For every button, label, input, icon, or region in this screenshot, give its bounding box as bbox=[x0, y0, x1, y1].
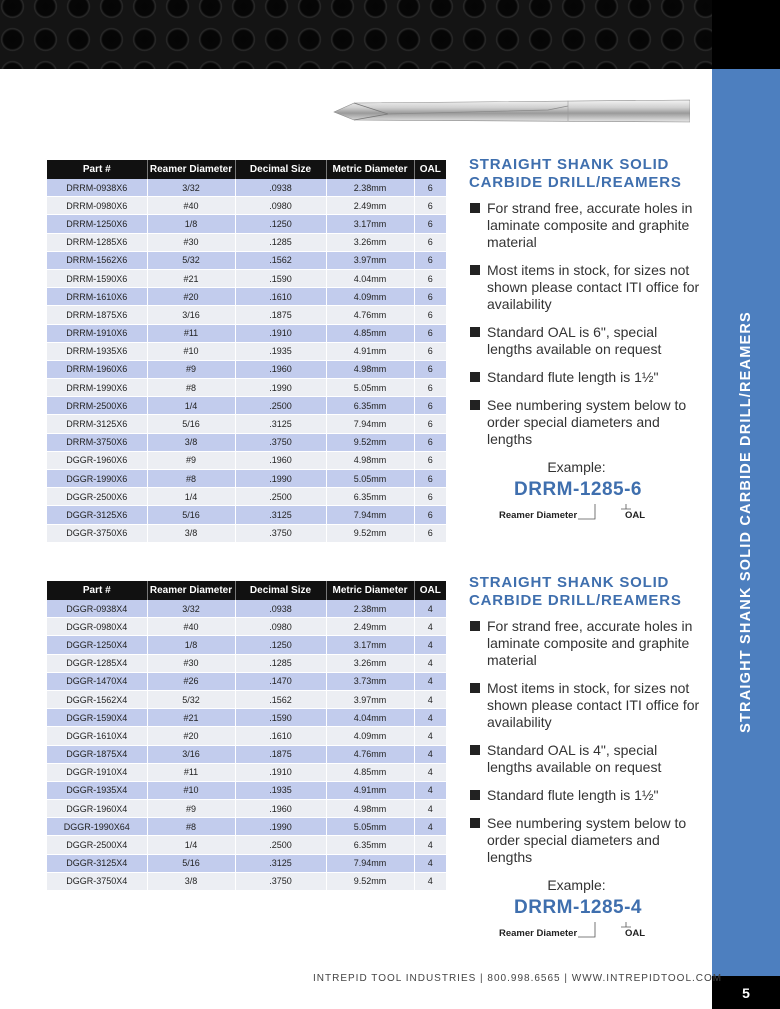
cell-reamer-diameter: 1/8 bbox=[147, 636, 235, 654]
cell-oal: 6 bbox=[414, 342, 446, 360]
header-part: Part # bbox=[47, 581, 147, 600]
cell-part-number: DGGR-1470X4 bbox=[47, 672, 147, 690]
cell-oal: 6 bbox=[414, 433, 446, 451]
cell-metric-diameter: 4.09mm bbox=[326, 288, 414, 306]
cell-decimal-size: .1562 bbox=[235, 251, 326, 269]
cell-reamer-diameter: #8 bbox=[147, 818, 235, 836]
cell-part-number: DGGR-1875X4 bbox=[47, 745, 147, 763]
cell-decimal-size: .1610 bbox=[235, 727, 326, 745]
spec-table-4-inch bbox=[47, 581, 446, 891]
cell-reamer-diameter: #9 bbox=[147, 451, 235, 469]
table-row bbox=[47, 872, 446, 890]
cell-decimal-size: .2500 bbox=[235, 836, 326, 854]
drill-reamer-image bbox=[328, 92, 690, 132]
cell-oal: 4 bbox=[414, 672, 446, 690]
bullet-text: Standard OAL is 4", special lengths available on request bbox=[487, 742, 662, 775]
cell-part-number: DRRM-0980X6 bbox=[47, 197, 147, 215]
cell-decimal-size: .1875 bbox=[235, 745, 326, 763]
header-perforated-metal-banner bbox=[0, 0, 712, 69]
cell-metric-diameter: 4.04mm bbox=[326, 709, 414, 727]
bullet-square-icon bbox=[470, 203, 480, 213]
cell-decimal-size: .0980 bbox=[235, 618, 326, 636]
cell-decimal-size: .1250 bbox=[235, 636, 326, 654]
cell-part-number: DGGR-0980X4 bbox=[47, 618, 147, 636]
header-corner-block bbox=[712, 0, 780, 69]
bullet-item bbox=[469, 369, 704, 386]
cell-oal: 4 bbox=[414, 654, 446, 672]
cell-part-number: DRRM-1875X6 bbox=[47, 306, 147, 324]
cell-oal: 4 bbox=[414, 709, 446, 727]
cell-oal: 6 bbox=[414, 524, 446, 542]
cell-metric-diameter: 5.05mm bbox=[326, 818, 414, 836]
cell-reamer-diameter: 3/32 bbox=[147, 600, 235, 618]
table-row bbox=[47, 306, 446, 324]
cell-oal: 4 bbox=[414, 745, 446, 763]
cell-decimal-size: .1285 bbox=[235, 233, 326, 251]
cell-metric-diameter: 4.98mm bbox=[326, 360, 414, 378]
cell-part-number: DRRM-1990X6 bbox=[47, 379, 147, 397]
cell-metric-diameter: 3.97mm bbox=[326, 690, 414, 708]
cell-part-number: DGGR-1990X64 bbox=[47, 818, 147, 836]
bullet-text: Standard OAL is 6", special lengths available on request bbox=[487, 324, 662, 357]
header-reamer-diameter: Reamer Diameter bbox=[147, 160, 235, 179]
cell-reamer-diameter: 1/4 bbox=[147, 836, 235, 854]
bullet-text: For strand free, accurate holes in laminate composite and graphite material bbox=[487, 200, 693, 250]
cell-metric-diameter: 3.17mm bbox=[326, 215, 414, 233]
cell-metric-diameter: 4.76mm bbox=[326, 306, 414, 324]
cell-decimal-size: .3125 bbox=[235, 854, 326, 872]
table-row bbox=[47, 179, 446, 197]
spec-table-6-inch bbox=[47, 160, 446, 543]
table-row bbox=[47, 251, 446, 269]
cell-reamer-diameter: 5/16 bbox=[147, 415, 235, 433]
cell-oal: 4 bbox=[414, 600, 446, 618]
cell-decimal-size: .0938 bbox=[235, 600, 326, 618]
cell-metric-diameter: 4.85mm bbox=[326, 763, 414, 781]
cell-oal: 4 bbox=[414, 727, 446, 745]
table-row bbox=[47, 269, 446, 287]
cell-part-number: DRRM-0938X6 bbox=[47, 179, 147, 197]
cell-reamer-diameter: #10 bbox=[147, 342, 235, 360]
cell-decimal-size: .1960 bbox=[235, 360, 326, 378]
cell-decimal-size: .1285 bbox=[235, 654, 326, 672]
cell-metric-diameter: 6.35mm bbox=[326, 397, 414, 415]
cell-oal: 4 bbox=[414, 872, 446, 890]
cell-metric-diameter: 9.52mm bbox=[326, 872, 414, 890]
cell-part-number: DRRM-3750X6 bbox=[47, 433, 147, 451]
cell-part-number: DGGR-1935X4 bbox=[47, 781, 147, 799]
cell-metric-diameter: 2.49mm bbox=[326, 197, 414, 215]
table-row bbox=[47, 727, 446, 745]
cell-reamer-diameter: 5/32 bbox=[147, 251, 235, 269]
cell-decimal-size: .1990 bbox=[235, 379, 326, 397]
cell-metric-diameter: 5.05mm bbox=[326, 470, 414, 488]
table-row bbox=[47, 763, 446, 781]
cell-oal: 6 bbox=[414, 288, 446, 306]
table-row bbox=[47, 854, 446, 872]
table-row bbox=[47, 524, 446, 542]
cell-metric-diameter: 3.97mm bbox=[326, 251, 414, 269]
cell-reamer-diameter: 5/16 bbox=[147, 506, 235, 524]
cell-decimal-size: .1960 bbox=[235, 451, 326, 469]
cell-decimal-size: .1590 bbox=[235, 709, 326, 727]
table-header-row bbox=[47, 160, 446, 179]
bullet-text: For strand free, accurate holes in laminate composite and graphite material bbox=[487, 618, 693, 668]
cell-decimal-size: .1590 bbox=[235, 269, 326, 287]
cell-oal: 6 bbox=[414, 451, 446, 469]
example-label: Example: bbox=[547, 459, 606, 475]
table-row bbox=[47, 672, 446, 690]
cell-part-number: DGGR-1990X6 bbox=[47, 470, 147, 488]
cell-metric-diameter: 3.73mm bbox=[326, 672, 414, 690]
cell-reamer-diameter: #9 bbox=[147, 800, 235, 818]
bullet-square-icon bbox=[470, 683, 480, 693]
cell-metric-diameter: 7.94mm bbox=[326, 506, 414, 524]
cell-reamer-diameter: 5/16 bbox=[147, 854, 235, 872]
bullet-item bbox=[469, 397, 704, 448]
header-decimal-size: Decimal Size bbox=[235, 160, 326, 179]
cell-part-number: DRRM-1935X6 bbox=[47, 342, 147, 360]
example-code: DRRM-1285-6 bbox=[514, 479, 642, 500]
cell-oal: 4 bbox=[414, 763, 446, 781]
cell-part-number: DGGR-1960X6 bbox=[47, 451, 147, 469]
table-row bbox=[47, 470, 446, 488]
cell-metric-diameter: 4.09mm bbox=[326, 727, 414, 745]
cell-reamer-diameter: #21 bbox=[147, 709, 235, 727]
page-number: 5 bbox=[712, 976, 780, 1009]
bullet-item bbox=[469, 787, 704, 804]
cell-decimal-size: .1610 bbox=[235, 288, 326, 306]
cell-metric-diameter: 7.94mm bbox=[326, 854, 414, 872]
cell-decimal-size: .3125 bbox=[235, 506, 326, 524]
bullet-item bbox=[469, 618, 704, 669]
header-decimal-size: Decimal Size bbox=[235, 581, 326, 600]
cell-part-number: DGGR-0938X4 bbox=[47, 600, 147, 618]
cell-oal: 4 bbox=[414, 836, 446, 854]
cell-reamer-diameter: 5/32 bbox=[147, 690, 235, 708]
cell-part-number: DGGR-2500X6 bbox=[47, 488, 147, 506]
table-row bbox=[47, 379, 446, 397]
header-metric-diameter: Metric Diameter bbox=[326, 581, 414, 600]
cell-part-number: DGGR-3125X6 bbox=[47, 506, 147, 524]
panel-title bbox=[469, 574, 704, 610]
part-number-example bbox=[469, 479, 704, 527]
cell-reamer-diameter: 3/8 bbox=[147, 433, 235, 451]
cell-decimal-size: .1935 bbox=[235, 342, 326, 360]
cell-reamer-diameter: #26 bbox=[147, 672, 235, 690]
bullet-text: Standard flute length is 1½" bbox=[487, 369, 659, 385]
cell-reamer-diameter: 1/4 bbox=[147, 488, 235, 506]
cell-part-number: DGGR-1562X4 bbox=[47, 690, 147, 708]
table-row bbox=[47, 233, 446, 251]
cell-oal: 6 bbox=[414, 179, 446, 197]
bullet-text: See numbering system below to order special diameters and lengths bbox=[487, 815, 687, 865]
cell-part-number: DGGR-3750X6 bbox=[47, 524, 147, 542]
cell-reamer-diameter: 3/16 bbox=[147, 745, 235, 763]
cell-part-number: DGGR-1285X4 bbox=[47, 654, 147, 672]
cell-decimal-size: .3750 bbox=[235, 433, 326, 451]
cell-part-number: DRRM-1910X6 bbox=[47, 324, 147, 342]
panel-title-line2: CARBIDE DRILL/REAMERS bbox=[469, 174, 682, 191]
info-panel-4-inch bbox=[469, 574, 704, 945]
example-code: DRRM-1285-4 bbox=[514, 897, 642, 918]
cell-decimal-size: .0980 bbox=[235, 197, 326, 215]
table-row bbox=[47, 506, 446, 524]
table-row bbox=[47, 818, 446, 836]
table-row bbox=[47, 342, 446, 360]
cell-oal: 4 bbox=[414, 636, 446, 654]
cell-reamer-diameter: #9 bbox=[147, 360, 235, 378]
bullet-square-icon bbox=[470, 265, 480, 275]
table-row bbox=[47, 800, 446, 818]
cell-oal: 6 bbox=[414, 379, 446, 397]
cell-metric-diameter: 3.26mm bbox=[326, 654, 414, 672]
table-row bbox=[47, 488, 446, 506]
cell-decimal-size: .1990 bbox=[235, 470, 326, 488]
table-row bbox=[47, 709, 446, 727]
table-row bbox=[47, 215, 446, 233]
table-row bbox=[47, 433, 446, 451]
header-oal: OAL bbox=[414, 581, 446, 600]
cell-oal: 6 bbox=[414, 324, 446, 342]
table1-body bbox=[47, 179, 446, 542]
table-row bbox=[47, 197, 446, 215]
cell-decimal-size: .1875 bbox=[235, 306, 326, 324]
sidebar-section-title: STRAIGHT SHANK SOLID CARBIDE DRILL/REAMERS bbox=[738, 311, 754, 733]
cell-reamer-diameter: 3/8 bbox=[147, 524, 235, 542]
bullet-text: Most items in stock, for sizes not shown please contact ITI office for availability bbox=[487, 680, 700, 730]
bullet-item bbox=[469, 200, 704, 251]
table-row bbox=[47, 600, 446, 618]
cell-oal: 6 bbox=[414, 488, 446, 506]
cell-part-number: DGGR-3750X4 bbox=[47, 872, 147, 890]
footer-company-info: INTREPID TOOL INDUSTRIES | 800.998.6565 | WWW.INTREPIDTOOL.COM bbox=[313, 973, 723, 984]
cell-oal: 4 bbox=[414, 800, 446, 818]
cell-metric-diameter: 4.04mm bbox=[326, 269, 414, 287]
oal-label: OAL bbox=[625, 510, 646, 521]
table-row bbox=[47, 415, 446, 433]
table-row bbox=[47, 654, 446, 672]
cell-part-number: DRRM-1590X6 bbox=[47, 269, 147, 287]
cell-oal: 4 bbox=[414, 854, 446, 872]
bullet-item bbox=[469, 262, 704, 313]
bullet-item bbox=[469, 324, 704, 358]
cell-oal: 6 bbox=[414, 470, 446, 488]
cell-reamer-diameter: #20 bbox=[147, 727, 235, 745]
cell-oal: 4 bbox=[414, 690, 446, 708]
header-metric-diameter: Metric Diameter bbox=[326, 160, 414, 179]
cell-decimal-size: .2500 bbox=[235, 488, 326, 506]
cell-part-number: DGGR-1910X4 bbox=[47, 763, 147, 781]
cell-metric-diameter: 2.49mm bbox=[326, 618, 414, 636]
cell-part-number: DGGR-1610X4 bbox=[47, 727, 147, 745]
cell-decimal-size: .1250 bbox=[235, 215, 326, 233]
cell-part-number: DRRM-1960X6 bbox=[47, 360, 147, 378]
cell-metric-diameter: 9.52mm bbox=[326, 524, 414, 542]
cell-reamer-diameter: 3/32 bbox=[147, 179, 235, 197]
cell-metric-diameter: 2.38mm bbox=[326, 179, 414, 197]
cell-oal: 6 bbox=[414, 215, 446, 233]
cell-metric-diameter: 7.94mm bbox=[326, 415, 414, 433]
cell-reamer-diameter: #21 bbox=[147, 269, 235, 287]
cell-part-number: DRRM-1610X6 bbox=[47, 288, 147, 306]
cell-reamer-diameter: #11 bbox=[147, 763, 235, 781]
cell-oal: 6 bbox=[414, 306, 446, 324]
panel-title-line1: STRAIGHT SHANK SOLID bbox=[469, 574, 670, 591]
cell-reamer-diameter: 3/16 bbox=[147, 306, 235, 324]
cell-decimal-size: .0938 bbox=[235, 179, 326, 197]
cell-metric-diameter: 6.35mm bbox=[326, 836, 414, 854]
cell-part-number: DGGR-3125X4 bbox=[47, 854, 147, 872]
cell-reamer-diameter: 1/8 bbox=[147, 215, 235, 233]
reamer-diameter-label: Reamer Diameter bbox=[499, 510, 578, 521]
table-row bbox=[47, 636, 446, 654]
cell-decimal-size: .3125 bbox=[235, 415, 326, 433]
cell-reamer-diameter: 1/4 bbox=[147, 397, 235, 415]
cell-reamer-diameter: #8 bbox=[147, 470, 235, 488]
panel-title bbox=[469, 156, 704, 192]
bullet-square-icon bbox=[470, 790, 480, 800]
cell-reamer-diameter: #30 bbox=[147, 233, 235, 251]
cell-metric-diameter: 9.52mm bbox=[326, 433, 414, 451]
table-row bbox=[47, 288, 446, 306]
part-number-example bbox=[469, 897, 704, 945]
table-row bbox=[47, 745, 446, 763]
bullet-square-icon bbox=[470, 327, 480, 337]
cell-metric-diameter: 3.26mm bbox=[326, 233, 414, 251]
oal-label: OAL bbox=[625, 928, 646, 939]
cell-decimal-size: .1960 bbox=[235, 800, 326, 818]
cell-metric-diameter: 4.91mm bbox=[326, 342, 414, 360]
cell-metric-diameter: 4.98mm bbox=[326, 800, 414, 818]
bullet-item bbox=[469, 742, 704, 776]
cell-decimal-size: .1910 bbox=[235, 324, 326, 342]
cell-decimal-size: .1562 bbox=[235, 690, 326, 708]
cell-decimal-size: .1935 bbox=[235, 781, 326, 799]
cell-reamer-diameter: 3/8 bbox=[147, 872, 235, 890]
cell-part-number: DGGR-1250X4 bbox=[47, 636, 147, 654]
table-row bbox=[47, 690, 446, 708]
bullet-text: Standard flute length is 1½" bbox=[487, 787, 659, 803]
bullet-square-icon bbox=[470, 621, 480, 631]
header-oal: OAL bbox=[414, 160, 446, 179]
table-row bbox=[47, 618, 446, 636]
bullet-text: Most items in stock, for sizes not shown please contact ITI office for availability bbox=[487, 262, 700, 312]
cell-metric-diameter: 3.17mm bbox=[326, 636, 414, 654]
cell-metric-diameter: 4.98mm bbox=[326, 451, 414, 469]
cell-oal: 6 bbox=[414, 506, 446, 524]
cell-part-number: DGGR-1590X4 bbox=[47, 709, 147, 727]
example-label: Example: bbox=[547, 877, 606, 893]
table-row bbox=[47, 451, 446, 469]
cell-metric-diameter: 5.05mm bbox=[326, 379, 414, 397]
cell-oal: 6 bbox=[414, 233, 446, 251]
bullet-square-icon bbox=[470, 745, 480, 755]
cell-decimal-size: .1910 bbox=[235, 763, 326, 781]
cell-reamer-diameter: #8 bbox=[147, 379, 235, 397]
cell-oal: 4 bbox=[414, 781, 446, 799]
cell-metric-diameter: 2.38mm bbox=[326, 600, 414, 618]
info-panel-6-inch bbox=[469, 156, 704, 527]
bullet-square-icon bbox=[470, 400, 480, 410]
cell-decimal-size: .1470 bbox=[235, 672, 326, 690]
cell-oal: 6 bbox=[414, 397, 446, 415]
cell-reamer-diameter: #40 bbox=[147, 618, 235, 636]
cell-metric-diameter: 4.91mm bbox=[326, 781, 414, 799]
cell-oal: 6 bbox=[414, 360, 446, 378]
cell-reamer-diameter: #10 bbox=[147, 781, 235, 799]
cell-decimal-size: .3750 bbox=[235, 872, 326, 890]
cell-decimal-size: .1990 bbox=[235, 818, 326, 836]
cell-part-number: DGGR-1960X4 bbox=[47, 800, 147, 818]
cell-decimal-size: .2500 bbox=[235, 397, 326, 415]
table-header-row bbox=[47, 581, 446, 600]
panel-title-line1: STRAIGHT SHANK SOLID bbox=[469, 156, 670, 173]
table2-body bbox=[47, 600, 446, 891]
header-part: Part # bbox=[47, 160, 147, 179]
cell-oal: 4 bbox=[414, 618, 446, 636]
cell-reamer-diameter: #11 bbox=[147, 324, 235, 342]
panel-title-line2: CARBIDE DRILL/REAMERS bbox=[469, 592, 682, 609]
cell-oal: 6 bbox=[414, 197, 446, 215]
bullet-square-icon bbox=[470, 818, 480, 828]
bullet-text: See numbering system below to order special diameters and lengths bbox=[487, 397, 687, 447]
header-reamer-diameter: Reamer Diameter bbox=[147, 581, 235, 600]
cell-oal: 4 bbox=[414, 818, 446, 836]
table-row bbox=[47, 397, 446, 415]
cell-reamer-diameter: #40 bbox=[147, 197, 235, 215]
table-row bbox=[47, 836, 446, 854]
table-row bbox=[47, 360, 446, 378]
reamer-diameter-label: Reamer Diameter bbox=[499, 928, 578, 939]
cell-metric-diameter: 6.35mm bbox=[326, 488, 414, 506]
table-row bbox=[47, 781, 446, 799]
cell-part-number: DRRM-1250X6 bbox=[47, 215, 147, 233]
cell-oal: 6 bbox=[414, 415, 446, 433]
cell-part-number: DGGR-2500X4 bbox=[47, 836, 147, 854]
cell-oal: 6 bbox=[414, 251, 446, 269]
bullet-square-icon bbox=[470, 372, 480, 382]
cell-oal: 6 bbox=[414, 269, 446, 287]
cell-part-number: DRRM-1562X6 bbox=[47, 251, 147, 269]
cell-reamer-diameter: #30 bbox=[147, 654, 235, 672]
cell-metric-diameter: 4.76mm bbox=[326, 745, 414, 763]
cell-part-number: DRRM-2500X6 bbox=[47, 397, 147, 415]
bullet-item bbox=[469, 815, 704, 866]
cell-part-number: DRRM-3125X6 bbox=[47, 415, 147, 433]
cell-decimal-size: .3750 bbox=[235, 524, 326, 542]
bullet-item bbox=[469, 680, 704, 731]
cell-part-number: DRRM-1285X6 bbox=[47, 233, 147, 251]
cell-reamer-diameter: #20 bbox=[147, 288, 235, 306]
cell-metric-diameter: 4.85mm bbox=[326, 324, 414, 342]
table-row bbox=[47, 324, 446, 342]
